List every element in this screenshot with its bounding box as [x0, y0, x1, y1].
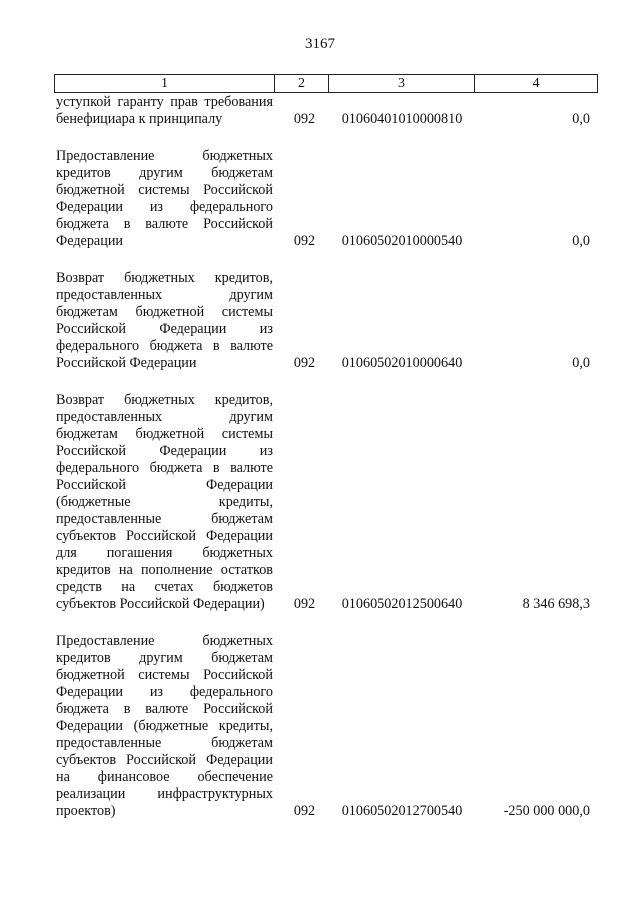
row-budget-code: 01060401010000810 — [341, 111, 463, 127]
row-budget-code: 01060502012700540 — [341, 803, 463, 819]
table-header — [54, 74, 598, 93]
page-number: 3167 — [305, 36, 335, 52]
row-budget-code: 01060502012500640 — [341, 596, 463, 612]
row-budget-code: 01060502010000640 — [341, 355, 463, 371]
row-amount: 0,0 — [572, 111, 590, 127]
table-row — [56, 392, 596, 613]
header-col-4: 4 — [475, 75, 598, 93]
table-row — [56, 148, 596, 250]
row-description: Возврат бюджетных кредитов, предоставленных другим бюджетам бюджетной системы Российской Федерации из федерального бюджета в валюте Российской Федерации (бюджетные кредиты, предоставленные бюджетам субъектов Российской Федерации для погашения бюджетных кредитов на пополнение остатков средств на счетах бюджетов субъектов Российской Федерации) — [56, 392, 273, 612]
row-description: Предоставление бюджетных кредитов другим бюджетам бюджетной системы Российской Федерации из федерального бюджета в валюте Российской Федерации (бюджетные кредиты, предоставленные бюджетам субъектов Российской Федерации на финансовое обеспечение реализации инфраструктурных проектов) — [56, 633, 273, 819]
row-description: Предоставление бюджетных кредитов другим бюджетам бюджетной системы Российской Федерации из федерального бюджета в валюте Российской Федерации — [56, 148, 273, 249]
header-col-2: 2 — [275, 75, 329, 93]
row-admin-code: 092 — [293, 111, 316, 127]
table-row — [56, 94, 596, 128]
row-amount: 0,0 — [572, 355, 590, 371]
row-amount: 8 346 698,3 — [522, 596, 590, 612]
row-description: уступкой гаранту прав требования бенефициара к принципалу — [56, 94, 273, 127]
table-body — [56, 94, 596, 840]
row-admin-code: 092 — [293, 596, 316, 612]
table-row — [56, 633, 596, 820]
row-admin-code: 092 — [293, 355, 316, 371]
row-budget-code: 01060502010000540 — [341, 233, 463, 249]
header-col-3: 3 — [329, 75, 475, 93]
table-row — [56, 270, 596, 372]
row-admin-code: 092 — [293, 233, 316, 249]
row-description: Возврат бюджетных кредитов, предоставленных другим бюджетам бюджетной системы Российской Федерации из федерального бюджета в валюте Российской Федерации — [56, 270, 273, 371]
row-amount: 0,0 — [572, 233, 590, 249]
row-admin-code: 092 — [293, 803, 316, 819]
row-amount: -250 000 000,0 — [503, 803, 590, 819]
header-col-1: 1 — [55, 75, 275, 93]
